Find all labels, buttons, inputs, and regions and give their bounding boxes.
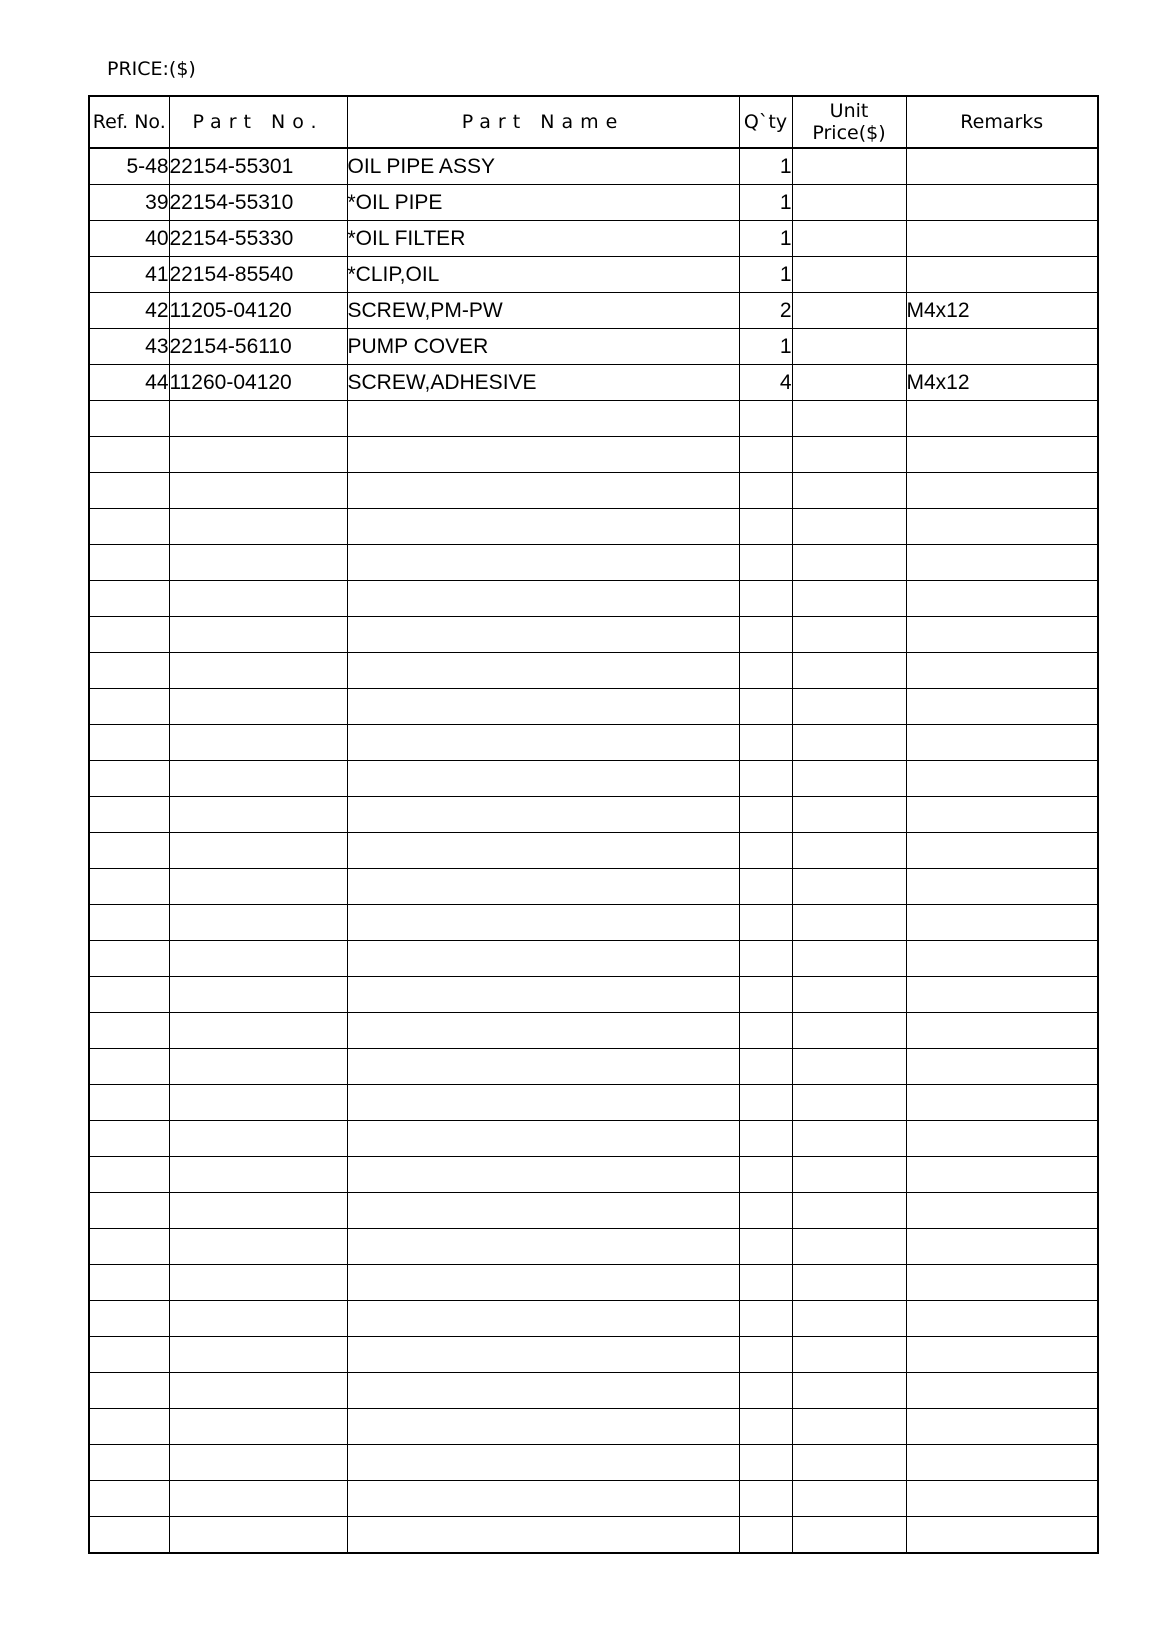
table-row (89, 1085, 1098, 1121)
part-name-cell (347, 1409, 739, 1445)
part-no-cell (169, 1265, 347, 1301)
unit-price-cell (792, 941, 906, 977)
qty-cell (739, 1265, 792, 1301)
ref-no-cell: 5-48 (89, 148, 169, 185)
part-no-cell (169, 1229, 347, 1265)
table-row (89, 617, 1098, 653)
part-no-cell (169, 437, 347, 473)
unit-price-cell (792, 1013, 906, 1049)
table-row (89, 941, 1098, 977)
qty-cell (739, 941, 792, 977)
qty-cell (739, 1157, 792, 1193)
unit-price-cell (792, 1373, 906, 1409)
remarks-cell (906, 1409, 1098, 1445)
part-name-cell (347, 581, 739, 617)
table-row (89, 221, 1098, 257)
part-no-cell (169, 941, 347, 977)
qty-cell (739, 401, 792, 437)
remarks-cell (906, 437, 1098, 473)
ref-no-cell (89, 689, 169, 725)
header-remarks: Remarks (906, 96, 1098, 148)
qty-cell: 4 (739, 365, 792, 401)
unit-price-cell (792, 1157, 906, 1193)
unit-price-cell (792, 725, 906, 761)
remarks-cell (906, 329, 1098, 365)
remarks-cell (906, 1373, 1098, 1409)
qty-cell (739, 1049, 792, 1085)
qty-cell: 1 (739, 185, 792, 221)
table-row (89, 869, 1098, 905)
ref-no-cell (89, 1301, 169, 1337)
qty-cell (739, 1409, 792, 1445)
part-name-cell: *OIL FILTER (347, 221, 739, 257)
part-name-cell: *OIL PIPE (347, 185, 739, 221)
part-no-cell (169, 689, 347, 725)
ref-no-cell (89, 617, 169, 653)
table-row (89, 509, 1098, 545)
part-name-cell (347, 1121, 739, 1157)
part-no-cell (169, 473, 347, 509)
qty-cell (739, 1121, 792, 1157)
ref-no-cell (89, 1517, 169, 1554)
table-row (89, 1481, 1098, 1517)
part-no-cell (169, 653, 347, 689)
remarks-cell (906, 1481, 1098, 1517)
ref-no-cell (89, 401, 169, 437)
table-row (89, 689, 1098, 725)
ref-no-cell (89, 1121, 169, 1157)
header-part-no: Part No. (169, 96, 347, 148)
qty-cell: 1 (739, 148, 792, 185)
remarks-cell (906, 1445, 1098, 1481)
remarks-cell (906, 833, 1098, 869)
remarks-cell (906, 1337, 1098, 1373)
unit-price-cell (792, 905, 906, 941)
part-name-cell (347, 905, 739, 941)
part-name-cell: *CLIP,OIL (347, 257, 739, 293)
part-name-cell (347, 1481, 739, 1517)
qty-cell: 1 (739, 257, 792, 293)
part-name-cell: OIL PIPE ASSY (347, 148, 739, 185)
qty-cell (739, 437, 792, 473)
qty-cell (739, 1373, 792, 1409)
remarks-cell (906, 1265, 1098, 1301)
remarks-cell (906, 1049, 1098, 1085)
part-name-cell (347, 509, 739, 545)
qty-cell (739, 725, 792, 761)
remarks-cell (906, 1085, 1098, 1121)
remarks-cell (906, 185, 1098, 221)
part-no-cell (169, 1049, 347, 1085)
part-name-cell (347, 977, 739, 1013)
ref-no-cell (89, 869, 169, 905)
page-title: PRICE:($) (107, 58, 196, 80)
part-no-cell: 22154-56110 (169, 329, 347, 365)
part-no-cell (169, 761, 347, 797)
qty-cell (739, 617, 792, 653)
part-name-cell (347, 1085, 739, 1121)
header-row (89, 96, 1098, 148)
remarks-cell (906, 401, 1098, 437)
part-no-cell (169, 869, 347, 905)
unit-price-cell (792, 257, 906, 293)
ref-no-cell (89, 1193, 169, 1229)
part-no-cell (169, 977, 347, 1013)
ref-no-cell (89, 653, 169, 689)
ref-no-cell (89, 581, 169, 617)
unit-price-cell (792, 401, 906, 437)
table-row (89, 905, 1098, 941)
ref-no-cell: 44 (89, 365, 169, 401)
part-no-cell (169, 617, 347, 653)
unit-price-cell (792, 797, 906, 833)
unit-price-cell (792, 1121, 906, 1157)
table-row (89, 1409, 1098, 1445)
table-row (89, 1445, 1098, 1481)
part-name-cell (347, 689, 739, 725)
remarks-cell (906, 869, 1098, 905)
part-name-cell (347, 401, 739, 437)
part-no-cell (169, 1337, 347, 1373)
part-name-cell (347, 617, 739, 653)
unit-price-cell (792, 437, 906, 473)
part-name-cell (347, 725, 739, 761)
qty-cell (739, 1085, 792, 1121)
unit-price-cell (792, 293, 906, 329)
remarks-cell (906, 1193, 1098, 1229)
qty-cell (739, 1445, 792, 1481)
ref-no-cell (89, 1085, 169, 1121)
part-no-cell: 22154-55310 (169, 185, 347, 221)
remarks-cell (906, 761, 1098, 797)
table-row (89, 545, 1098, 581)
ref-no-cell (89, 437, 169, 473)
part-name-cell (347, 1049, 739, 1085)
unit-price-cell (792, 977, 906, 1013)
part-name-cell (347, 437, 739, 473)
ref-no-cell (89, 725, 169, 761)
part-name-cell (347, 1517, 739, 1554)
parts-price-table (88, 95, 1099, 1554)
remarks-cell (906, 1301, 1098, 1337)
header-part-name: Part Name (347, 96, 739, 148)
ref-no-cell (89, 977, 169, 1013)
table-row (89, 1013, 1098, 1049)
remarks-cell (906, 725, 1098, 761)
unit-price-cell (792, 653, 906, 689)
table-row (89, 257, 1098, 293)
ref-no-cell (89, 1481, 169, 1517)
part-name-cell (347, 1013, 739, 1049)
part-name-cell (347, 1157, 739, 1193)
unit-price-cell (792, 833, 906, 869)
unit-price-cell (792, 869, 906, 905)
unit-price-cell (792, 1481, 906, 1517)
unit-price-cell (792, 1409, 906, 1445)
part-no-cell: 11260-04120 (169, 365, 347, 401)
unit-price-cell (792, 329, 906, 365)
ref-no-cell (89, 1373, 169, 1409)
ref-no-cell: 43 (89, 329, 169, 365)
ref-no-cell (89, 1013, 169, 1049)
ref-no-cell (89, 905, 169, 941)
part-no-cell (169, 1085, 347, 1121)
table-row (89, 401, 1098, 437)
table-row (89, 1121, 1098, 1157)
part-no-cell (169, 545, 347, 581)
table-row (89, 473, 1098, 509)
qty-cell (739, 653, 792, 689)
part-name-cell (347, 545, 739, 581)
qty-cell: 2 (739, 293, 792, 329)
qty-cell (739, 545, 792, 581)
part-no-cell (169, 1445, 347, 1481)
remarks-cell (906, 509, 1098, 545)
remarks-cell (906, 617, 1098, 653)
unit-price-cell (792, 1193, 906, 1229)
remarks-cell (906, 797, 1098, 833)
ref-no-cell (89, 1265, 169, 1301)
part-name-cell (347, 1265, 739, 1301)
table-body (89, 148, 1098, 1553)
part-no-cell (169, 833, 347, 869)
remarks-cell (906, 1229, 1098, 1265)
header-unit-price (792, 96, 906, 148)
header-qty: Q`ty (739, 96, 792, 148)
ref-no-cell: 40 (89, 221, 169, 257)
qty-cell (739, 1193, 792, 1229)
unit-price-cell (792, 1049, 906, 1085)
ref-no-cell (89, 1445, 169, 1481)
table-row (89, 761, 1098, 797)
remarks-cell (906, 148, 1098, 185)
table-row (89, 1193, 1098, 1229)
ref-no-cell: 39 (89, 185, 169, 221)
part-name-cell: SCREW,PM-PW (347, 293, 739, 329)
unit-price-cell (792, 1517, 906, 1554)
part-no-cell (169, 1013, 347, 1049)
table-row (89, 185, 1098, 221)
remarks-cell (906, 581, 1098, 617)
part-no-cell (169, 1517, 347, 1554)
unit-price-cell (792, 689, 906, 725)
ref-no-cell (89, 1229, 169, 1265)
table-row (89, 148, 1098, 185)
unit-price-cell (792, 509, 906, 545)
qty-cell (739, 1013, 792, 1049)
unit-price-cell (792, 1085, 906, 1121)
ref-no-cell (89, 941, 169, 977)
part-no-cell (169, 1409, 347, 1445)
header-unit-price-line2: Price($) (812, 122, 886, 144)
part-no-cell (169, 1373, 347, 1409)
qty-cell (739, 833, 792, 869)
unit-price-cell (792, 221, 906, 257)
part-name-cell (347, 653, 739, 689)
part-name-cell (347, 797, 739, 833)
part-no-cell (169, 1121, 347, 1157)
part-no-cell (169, 725, 347, 761)
ref-no-cell (89, 797, 169, 833)
ref-no-cell (89, 473, 169, 509)
remarks-cell (906, 653, 1098, 689)
ref-no-cell (89, 509, 169, 545)
table-row (89, 1049, 1098, 1085)
qty-cell (739, 1229, 792, 1265)
part-no-cell: 22154-55330 (169, 221, 347, 257)
table-header (89, 96, 1098, 148)
part-name-cell (347, 869, 739, 905)
table-row (89, 1517, 1098, 1554)
part-name-cell (347, 1373, 739, 1409)
header-unit-price-line1: Unit (829, 100, 869, 122)
ref-no-cell (89, 761, 169, 797)
ref-no-cell: 41 (89, 257, 169, 293)
unit-price-cell (792, 545, 906, 581)
part-name-cell: PUMP COVER (347, 329, 739, 365)
table-row (89, 581, 1098, 617)
remarks-cell (906, 1013, 1098, 1049)
unit-price-cell (792, 1445, 906, 1481)
remarks-cell (906, 941, 1098, 977)
unit-price-cell (792, 185, 906, 221)
part-no-cell: 11205-04120 (169, 293, 347, 329)
table-row (89, 329, 1098, 365)
remarks-cell (906, 1157, 1098, 1193)
part-no-cell (169, 401, 347, 437)
qty-cell (739, 581, 792, 617)
unit-price-cell (792, 1301, 906, 1337)
part-no-cell (169, 797, 347, 833)
table-row (89, 365, 1098, 401)
unit-price-cell (792, 581, 906, 617)
part-no-cell (169, 1157, 347, 1193)
qty-cell (739, 905, 792, 941)
part-no-cell (169, 905, 347, 941)
table-row (89, 1157, 1098, 1193)
part-name-cell (347, 1193, 739, 1229)
table-row (89, 797, 1098, 833)
part-no-cell: 22154-55301 (169, 148, 347, 185)
unit-price-cell (792, 148, 906, 185)
qty-cell (739, 509, 792, 545)
table-row (89, 1373, 1098, 1409)
part-no-cell: 22154-85540 (169, 257, 347, 293)
qty-cell: 1 (739, 221, 792, 257)
qty-cell (739, 1301, 792, 1337)
part-name-cell (347, 1337, 739, 1373)
unit-price-cell (792, 617, 906, 653)
unit-price-cell (792, 761, 906, 797)
part-no-cell (169, 1481, 347, 1517)
remarks-cell (906, 1121, 1098, 1157)
part-name-cell (347, 1229, 739, 1265)
remarks-cell (906, 689, 1098, 725)
remarks-cell (906, 221, 1098, 257)
qty-cell (739, 869, 792, 905)
ref-no-cell: 42 (89, 293, 169, 329)
remarks-cell (906, 545, 1098, 581)
table-row (89, 977, 1098, 1013)
table-row (89, 725, 1098, 761)
qty-cell (739, 1517, 792, 1554)
table-row (89, 1229, 1098, 1265)
part-name-cell (347, 761, 739, 797)
remarks-cell: M4x12 (906, 365, 1098, 401)
part-no-cell (169, 1193, 347, 1229)
unit-price-cell (792, 1337, 906, 1373)
part-no-cell (169, 509, 347, 545)
ref-no-cell (89, 545, 169, 581)
ref-no-cell (89, 1337, 169, 1373)
qty-cell (739, 761, 792, 797)
part-name-cell (347, 941, 739, 977)
part-name-cell (347, 1445, 739, 1481)
unit-price-cell (792, 473, 906, 509)
table-row (89, 833, 1098, 869)
remarks-cell: M4x12 (906, 293, 1098, 329)
table-row (89, 293, 1098, 329)
unit-price-cell (792, 365, 906, 401)
qty-cell: 1 (739, 329, 792, 365)
remarks-cell (906, 1517, 1098, 1554)
ref-no-cell (89, 1409, 169, 1445)
qty-cell (739, 977, 792, 1013)
qty-cell (739, 473, 792, 509)
remarks-cell (906, 473, 1098, 509)
table-row (89, 1301, 1098, 1337)
ref-no-cell (89, 1049, 169, 1085)
remarks-cell (906, 905, 1098, 941)
part-no-cell (169, 581, 347, 617)
table-row (89, 1265, 1098, 1301)
ref-no-cell (89, 833, 169, 869)
part-no-cell (169, 1301, 347, 1337)
qty-cell (739, 1481, 792, 1517)
qty-cell (739, 1337, 792, 1373)
unit-price-cell (792, 1229, 906, 1265)
remarks-cell (906, 977, 1098, 1013)
part-name-cell (347, 1301, 739, 1337)
part-name-cell: SCREW,ADHESIVE (347, 365, 739, 401)
part-name-cell (347, 833, 739, 869)
qty-cell (739, 797, 792, 833)
ref-no-cell (89, 1157, 169, 1193)
remarks-cell (906, 257, 1098, 293)
table-row (89, 653, 1098, 689)
unit-price-cell (792, 1265, 906, 1301)
header-ref-no: Ref. No. (89, 96, 169, 148)
qty-cell (739, 689, 792, 725)
table-row (89, 437, 1098, 473)
part-name-cell (347, 473, 739, 509)
table-row (89, 1337, 1098, 1373)
